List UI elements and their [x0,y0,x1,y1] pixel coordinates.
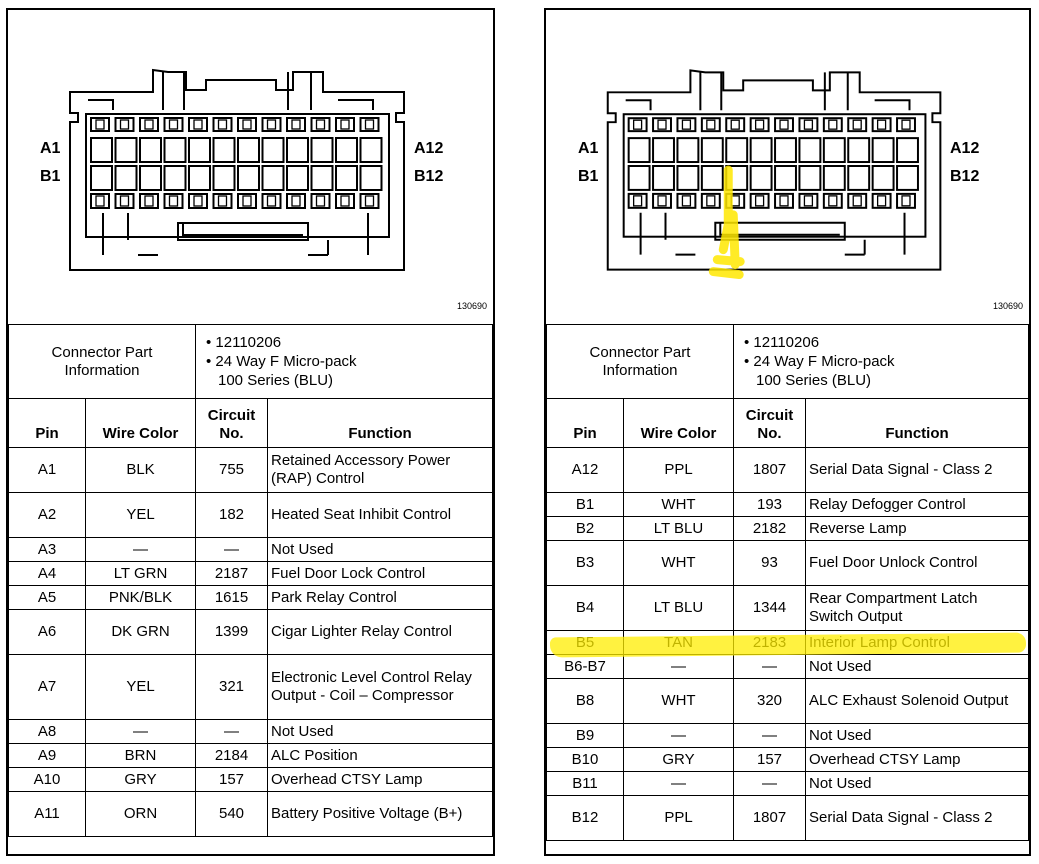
pin-cell: A7 [9,655,86,720]
wire-color-cell: PNK/BLK [86,586,196,610]
function-cell: Overhead CTSY Lamp [268,768,493,792]
connector-outline [13,15,488,315]
function-cell: Fuel Door Lock Control [268,562,493,586]
table-row [9,538,493,562]
function-cell: Not Used [268,538,493,562]
pinout-rows [9,448,493,837]
connector-info-row [547,325,1029,399]
circuit-cell: 1807 [734,448,806,493]
header-function: Function [268,399,493,448]
circuit-cell: 157 [196,768,268,792]
wire-color-cell: BRN [86,744,196,768]
table-row [547,541,1029,586]
function-cell: Park Relay Control [268,586,493,610]
pin-cell: A9 [9,744,86,768]
wire-color-cell: — [86,720,196,744]
pin-cell: B4 [547,586,624,631]
function-cell: Relay Defogger Control [806,493,1029,517]
function-cell: Not Used [806,772,1029,796]
pin-cell: B9 [547,724,624,748]
wire-color-cell: GRY [86,768,196,792]
table-row [547,517,1029,541]
pin-cell: A1 [9,448,86,493]
circuit-cell: 1807 [734,796,806,841]
pin-label-b-end: B12 [950,168,980,185]
wire-color-cell: DK GRN [86,610,196,655]
circuit-cell: 321 [196,655,268,720]
circuit-cell: 320 [734,679,806,724]
pin-cell: A8 [9,720,86,744]
table-row [9,720,493,744]
function-cell: Not Used [806,724,1029,748]
wire-color-cell: LT GRN [86,562,196,586]
pin-cell: B10 [547,748,624,772]
circuit-cell: — [196,538,268,562]
circuit-cell: 182 [196,493,268,538]
wire-color-cell: WHT [624,541,734,586]
wire-color-cell: — [624,724,734,748]
pin-label-b-start: B1 [578,168,599,185]
function-cell: Serial Data Signal - Class 2 [806,796,1029,841]
function-cell: Serial Data Signal - Class 2 [806,448,1029,493]
connector-diagram [8,10,493,324]
circuit-cell: 2187 [196,562,268,586]
connector-info-label: Connector Part Information [9,325,196,399]
pin-cell: B6-B7 [547,655,624,679]
wire-color-cell: YEL [86,493,196,538]
pin-label-a-start: A1 [578,140,599,157]
part-number: 12110206 [753,334,820,351]
circuit-cell: — [734,655,806,679]
circuit-cell: 157 [734,748,806,772]
circuit-cell: 93 [734,541,806,586]
circuit-cell: 2182 [734,517,806,541]
pin-cell: A5 [9,586,86,610]
table-row [547,796,1029,841]
header-wire-color: Wire Color [86,399,196,448]
header-pin: Pin [547,399,624,448]
pin-cell: A10 [9,768,86,792]
pin-cell: B3 [547,541,624,586]
circuit-cell: — [196,720,268,744]
wire-color-cell: YEL [86,655,196,720]
connector-info-row [9,325,493,399]
pin-cell: A2 [9,493,86,538]
pin-cell: A11 [9,792,86,837]
circuit-cell: 1344 [734,586,806,631]
function-cell: Cigar Lighter Relay Control [268,610,493,655]
header-wire-color: Wire Color [624,399,734,448]
pin-label-a-end: A12 [950,140,980,157]
function-cell: Not Used [268,720,493,744]
table-row [547,724,1029,748]
pinout-table [546,324,1029,841]
connector-diagram [546,10,1029,324]
wire-color-cell: GRY [624,748,734,772]
circuit-cell: 540 [196,792,268,837]
wire-color-cell: ORN [86,792,196,837]
connector-series: 100 Series (BLU) [218,372,334,389]
pin-cell: B2 [547,517,624,541]
connector-drawing [546,10,1029,324]
function-cell: ALC Exhaust Solenoid Output [806,679,1029,724]
pin-cell: B1 [547,493,624,517]
header-circuit-no: Circuit No. [196,399,268,448]
connector-drawing [8,10,493,324]
circuit-cell: — [734,724,806,748]
pin-cell: A4 [9,562,86,586]
table-row [547,448,1029,493]
connector-type: 24 Way F Micro-pack [753,353,895,370]
part-number: 12110206 [215,334,282,351]
pin-cell: A6 [9,610,86,655]
pinout-table [8,324,493,837]
header-function: Function [806,399,1029,448]
function-cell: Retained Accessory Power (RAP) Control [268,448,493,493]
table-row [9,448,493,493]
connector-info-list: • 12110206 • 24 Way F Micro-pack 100 Series (BLU) [196,325,493,399]
circuit-cell: 193 [734,493,806,517]
pin-label-a-start: A1 [40,140,61,157]
function-cell: ALC Position [268,744,493,768]
wire-color-cell: — [86,538,196,562]
table-header [9,399,493,448]
wire-color-cell: LT BLU [624,517,734,541]
wire-color-cell: PPL [624,448,734,493]
pin-cell: B8 [547,679,624,724]
wire-color-cell: PPL [624,796,734,841]
function-cell: Reverse Lamp [806,517,1029,541]
table-row [547,772,1029,796]
pin-cell: A12 [547,448,624,493]
wire-color-cell: — [624,655,734,679]
wire-color-cell: WHT [624,679,734,724]
circuit-cell: 755 [196,448,268,493]
table-row [9,586,493,610]
pin-cell: B11 [547,772,624,796]
table-row [9,610,493,655]
pin-cell: B12 [547,796,624,841]
function-cell: Battery Positive Voltage (B+) [268,792,493,837]
wire-color-cell: BLK [86,448,196,493]
wire-color-cell: WHT [624,493,734,517]
table-row [9,744,493,768]
wire-color-cell: LT BLU [624,586,734,631]
pin-label-b-end: B12 [414,168,444,185]
circuit-cell: — [734,772,806,796]
function-cell: Rear Compartment Latch Switch Output [806,586,1029,631]
table-row [9,792,493,837]
table-row [9,493,493,538]
connector-outline [551,16,1024,315]
function-cell: Heated Seat Inhibit Control [268,493,493,538]
pin-label-a-end: A12 [414,140,444,157]
table-row [547,586,1029,631]
table-row [547,748,1029,772]
connector-info-list: • 12110206 • 24 Way F Micro-pack 100 Series (BLU) [734,325,1029,399]
connector-info-label: Connector Part Information [547,325,734,399]
table-row [9,562,493,586]
header-circuit-no: Circuit No. [734,399,806,448]
circuit-cell: 1399 [196,610,268,655]
function-cell: Electronic Level Control Relay Output - Coil – Compressor [268,655,493,720]
circuit-cell: 1615 [196,586,268,610]
connector-panel-right [544,8,1031,856]
table-row [547,493,1029,517]
wire-color-cell: — [624,772,734,796]
figure-id: 130690 [992,301,1023,311]
function-cell: Overhead CTSY Lamp [806,748,1029,772]
connector-series: 100 Series (BLU) [756,372,872,389]
function-cell: Not Used [806,655,1029,679]
connector-panel-left [6,8,495,856]
function-cell: Fuel Door Unlock Control [806,541,1029,586]
table-header [547,399,1029,448]
table-row [547,679,1029,724]
header-pin: Pin [9,399,86,448]
circuit-cell: 2184 [196,744,268,768]
pin-cell: A3 [9,538,86,562]
table-row [9,655,493,720]
pin-label-b-start: B1 [40,168,61,185]
connector-type: 24 Way F Micro-pack [215,353,357,370]
table-row [547,655,1029,679]
figure-id: 130690 [456,301,487,311]
table-row [9,768,493,792]
